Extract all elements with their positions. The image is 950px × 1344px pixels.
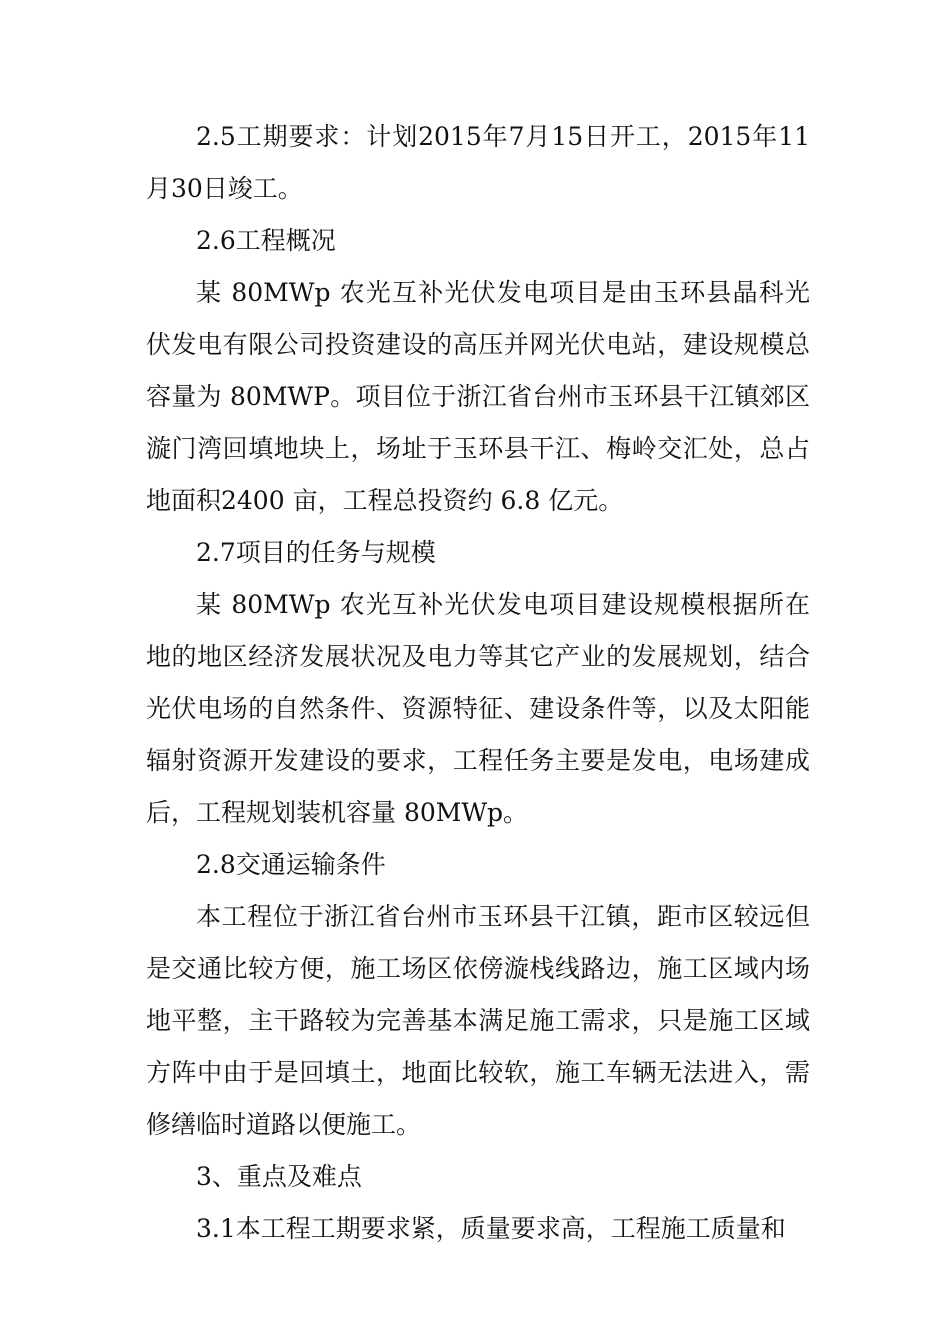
paragraph-task-and-scale: 某 80MWp 农光互补光伏发电项目建设规模根据所在地的地区经济发展状况及电力等其它产业的发展规划，结合光伏电场的自然条件、资源特征、建设条件等，以及太阳能辐射资源开发建设的要求，工程任务主要是发电，电场建成后，工程规划装机容量 80MWp。	[146, 590, 810, 827]
section-heading-transport-conditions: 2.8交通运输条件	[196, 850, 386, 879]
document-body	[146, 111, 810, 1255]
section-heading-project-overview: 2.6工程概况	[196, 226, 336, 255]
paragraph-transport-conditions: 本工程位于浙江省台州市玉环县干江镇，距市区较远但是交通比较方便，施工场区依傍漩栈线路边，施工区域内场地平整，主干路较为完善基本满足施工需求，只是施工区域方阵中由于是回填土，地面比较软，施工车辆无法进入，需修缮临时道路以便施工。	[146, 902, 810, 1139]
section-heading-key-difficulties: 3、重点及难点	[196, 1162, 362, 1191]
paragraph-schedule-requirement: 2.5工期要求：计划2015年7月15日开工，2015年11月30日竣工。	[146, 122, 810, 203]
paragraph-project-overview: 某 80MWp 农光互补光伏发电项目是由玉环县晶科光伏发电有限公司投资建设的高压并网光伏电站，建设规模总容量为 80MWP。项目位于浙江省台州市玉环县干江镇郊区漩门湾回填地块上，场址于玉环县干江、梅岭交汇处，总占地面积2400 亩，工程总投资约 6.8 亿元。	[146, 278, 810, 515]
section-heading-task-and-scale: 2.7项目的任务与规模	[196, 538, 436, 567]
paragraph-key-difficulties-intro: 3.1本工程工期要求紧，质量要求高，工程施工质量和	[196, 1214, 786, 1243]
